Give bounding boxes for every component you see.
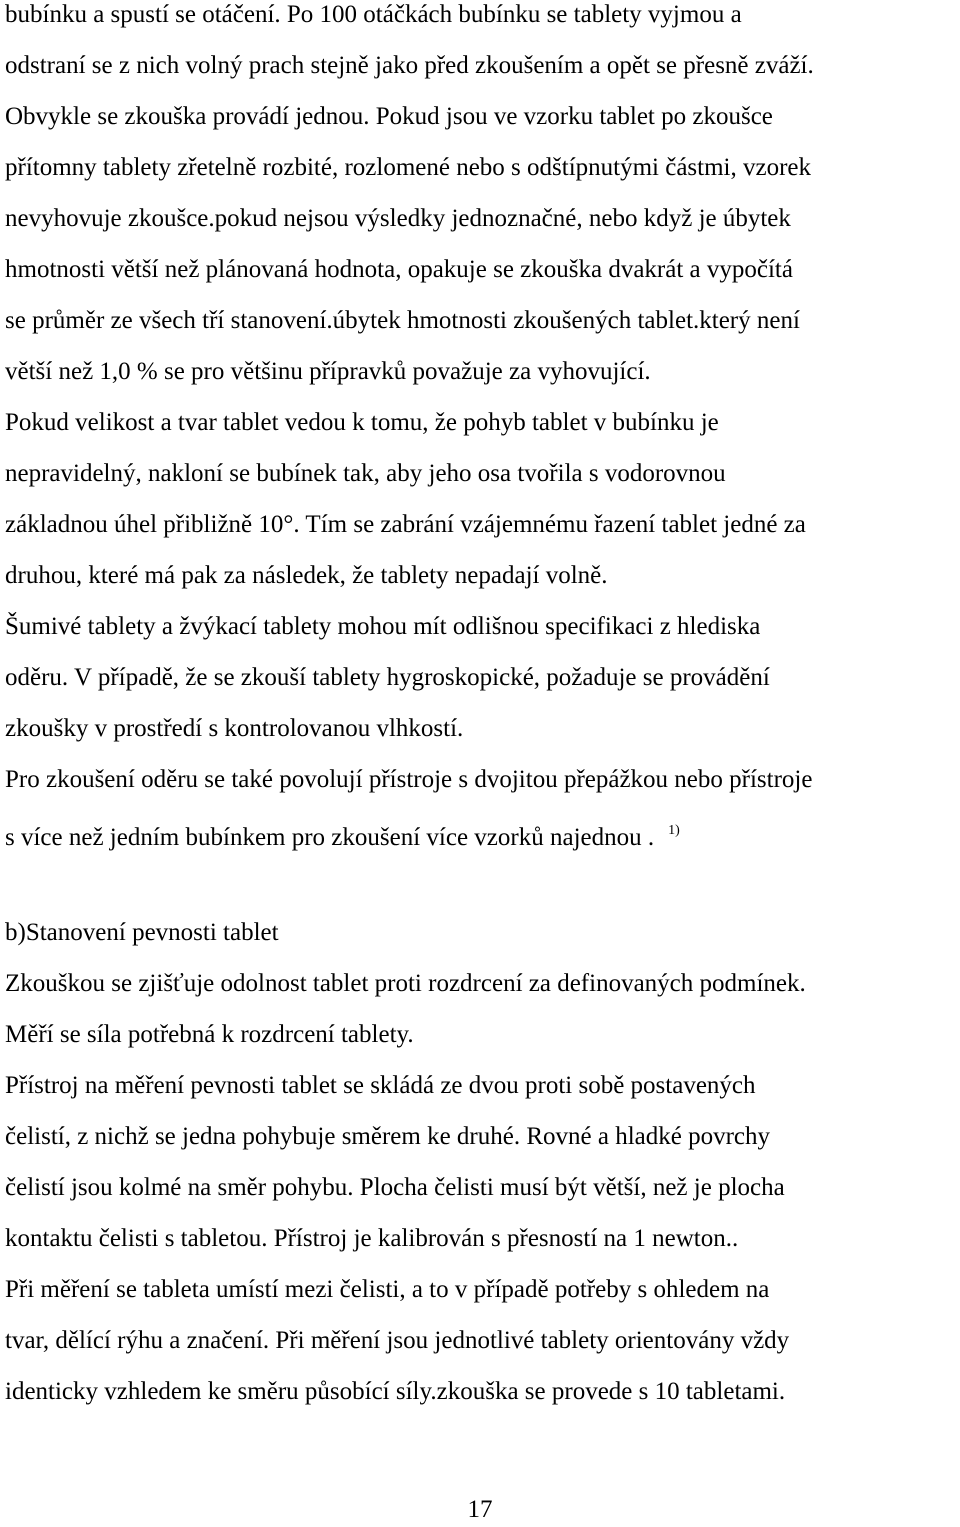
text-line-9: Pokud velikost a tvar tablet vedou k tomu, že pohyb tablet v bubínku je: [5, 409, 719, 436]
text-line-14: oděru. V případě, že se zkouší tablety hygroskopické, požaduje se provádění: [5, 664, 770, 691]
text-line-19: Zkouškou se zjišťuje odolnost tablet proti rozdrcení za definovaných podmínek.: [5, 970, 806, 997]
text-line-26: tvar, dělící rýhu a značení. Při měření jsou jednotlivé tablety orientovány vždy: [5, 1327, 790, 1354]
text-line-3: Obvykle se zkouška provádí jednou. Pokud jsou ve vzorku tablet po zkoušce: [5, 103, 773, 130]
text-line-17: [5, 816, 680, 853]
text-line-5: nevyhovuje zkoušce.pokud nejsou výsledky jednoznačné, nebo když je úbytek: [5, 205, 791, 232]
text-line-23: čelistí jsou kolmé na směr pohybu. Plocha čelisti musí být větší, než je plocha: [5, 1174, 785, 1201]
text-line-24: kontaktu čelisti s tabletou. Přístroj je kalibrován s přesností na 1 newton..: [5, 1225, 739, 1252]
text-line-22: čelistí, z nichž se jedna pohybuje směrem ke druhé. Rovné a hladké povrchy: [5, 1123, 771, 1150]
page-number: 17: [467, 1496, 493, 1523]
text-line-21: Přístroj na měření pevnosti tablet se skládá ze dvou proti sobě postavených: [5, 1072, 756, 1099]
text-line-15: zkoušky v prostředí s kontrolovanou vlhkostí.: [5, 715, 464, 742]
text-line-25: Při měření se tableta umístí mezi čelisti, a to v případě potřeby s ohledem na: [5, 1276, 770, 1303]
text-line-2: odstraní se z nich volný prach stejně jako před zkoušením a opět se přesně zváží.: [5, 52, 814, 79]
text-line-12: druhou, které má pak za následek, že tablety nepadají volně.: [5, 562, 608, 589]
text-line-6: hmotnosti větší než plánovaná hodnota, opakuje se zkouška dvakrát a vypočítá: [5, 256, 793, 283]
text-line-10: nepravidelný, nakloní se bubínek tak, aby jeho osa tvořila s vodorovnou: [5, 460, 726, 487]
text-line-8: větší než 1,0 % se pro většinu přípravků považuje za vyhovující.: [5, 358, 651, 385]
text-line-17-body: s více než jedním bubínkem pro zkoušení více vzorků najednou .: [5, 824, 655, 851]
text-line-11: základnou úhel přibližně 10°. Tím se zabrání vzájemnému řazení tablet jedné za: [5, 511, 806, 538]
text-line-16: Pro zkoušení oděru se také povolují přístroje s dvojitou přepážkou nebo přístroje: [5, 766, 813, 793]
section-heading: b)Stanovení pevnosti tablet: [5, 919, 279, 946]
text-line-13: Šumivé tablety a žvýkací tablety mohou mít odlišnou specifikaci z hlediska: [5, 613, 761, 640]
footnote-reference: 1): [668, 823, 680, 838]
text-line-27: identicky vzhledem ke směru působící síly.zkouška se provede s 10 tabletami.: [5, 1378, 786, 1405]
text-line-1: bubínku a spustí se otáčení. Po 100 otáčkách bubínku se tablety vyjmou a: [5, 1, 742, 28]
text-line-4: přítomny tablety zřetelně rozbité, rozlomené nebo s odštípnutými částmi, vzorek: [5, 154, 812, 181]
text-line-20: Měří se síla potřebná k rozdrcení tablety.: [5, 1021, 414, 1048]
text-line-7: se průměr ze všech tří stanovení.úbytek hmotnosti zkoušených tablet.který není: [5, 307, 800, 334]
